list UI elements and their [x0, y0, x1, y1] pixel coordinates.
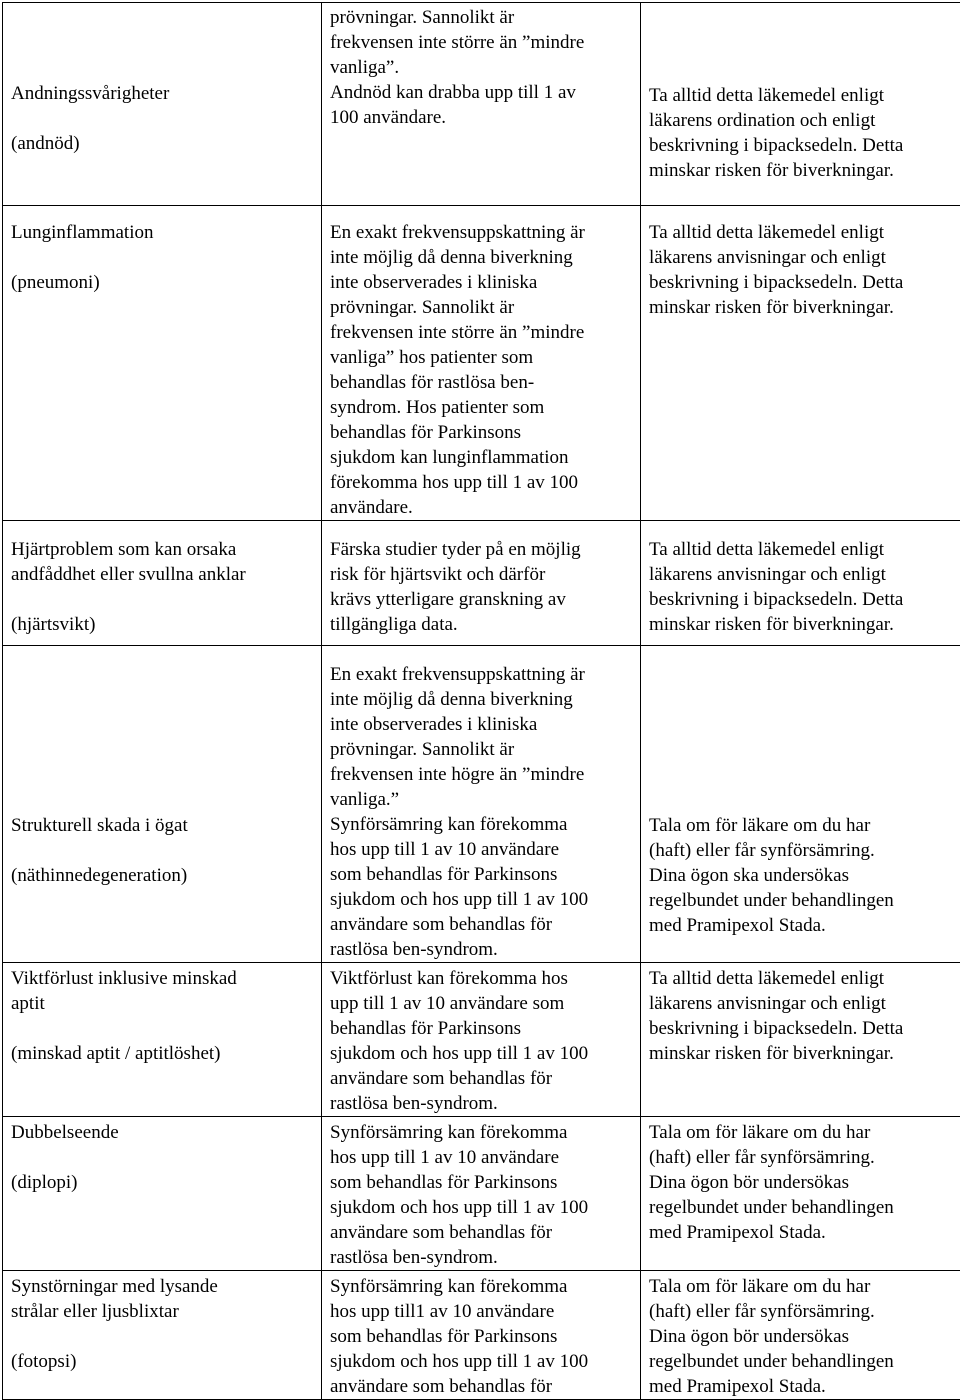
condition-cell	[3, 3, 322, 206]
condition-alt-name: (hjärtsvikt)	[11, 612, 313, 637]
condition-cell	[3, 646, 322, 963]
advice-cell	[641, 1117, 960, 1271]
frequency-cell	[322, 521, 641, 646]
advice-cell	[641, 1271, 960, 1400]
frequency-text: prövningar. Sannolikt är frekvensen inte större än ”mindre vanliga”. Andnöd kan drabba upp till 1 av 100 användare.	[330, 3, 632, 130]
condition-name: Strukturell skada i ögat	[11, 813, 313, 838]
table-row	[3, 1271, 960, 1400]
frequency-cell	[322, 1117, 641, 1271]
condition-name: Hjärtproblem som kan orsaka andfåddhet eller svullna anklar	[11, 537, 313, 587]
advice-cell	[641, 646, 960, 963]
table-row	[3, 3, 960, 206]
advice-text: Ta alltid detta läkemedel enligt läkarens ordination och enligt beskrivning i bipacksedeln. Detta minskar risken för biverkningar.	[649, 3, 952, 183]
condition-name: Viktförlust inklusive minskad aptit	[11, 966, 313, 1016]
advice-text: Tala om för läkare om du har (haft) eller får synförsämring. Dina ögon bör undersökas regelbundet under behandlingen med Pramipexol Stada.	[649, 1117, 952, 1245]
condition-cell	[3, 206, 322, 521]
condition-alt-name: (fotopsi)	[11, 1349, 313, 1374]
advice-text: Tala om för läkare om du har (haft) eller får synförsämring. Dina ögon bör undersökas regelbundet under behandlingen med Pramipexol Stada.	[649, 1271, 952, 1399]
condition-alt-name: (näthinnedegeneration)	[11, 863, 313, 888]
condition-alt-name: (pneumoni)	[11, 270, 313, 295]
frequency-text: Färska studier tyder på en möjlig risk för hjärtsvikt och därför krävs ytterligare granskning av tillgängliga data.	[330, 521, 632, 637]
advice-text: Ta alltid detta läkemedel enligt läkarens anvisningar och enligt beskrivning i bipacksedeln. Detta minskar risken för biverkningar.	[649, 521, 952, 637]
condition-cell	[3, 1271, 322, 1400]
table-row	[3, 521, 960, 646]
side-effects-table	[2, 2, 960, 1400]
condition-alt-name: (diplopi)	[11, 1170, 313, 1195]
frequency-cell	[322, 1271, 641, 1400]
condition-cell	[3, 963, 322, 1117]
advice-text: Ta alltid detta läkemedel enligt läkarens anvisningar och enligt beskrivning i bipacksedeln. Detta minskar risken för biverkningar.	[649, 963, 952, 1066]
frequency-cell	[322, 963, 641, 1117]
advice-text: Ta alltid detta läkemedel enligt läkarens anvisningar och enligt beskrivning i bipacksedeln. Detta minskar risken för biverkningar.	[649, 206, 952, 320]
frequency-cell	[322, 3, 641, 206]
table-row	[3, 1117, 960, 1271]
advice-cell	[641, 3, 960, 206]
condition-cell	[3, 521, 322, 646]
advice-text: Tala om för läkare om du har (haft) eller får synförsämring. Dina ögon ska undersökas regelbundet under behandlingen med Pramipexol Stada.	[649, 646, 952, 938]
advice-cell	[641, 963, 960, 1117]
advice-cell	[641, 206, 960, 521]
condition-alt-name: (andnöd)	[11, 131, 313, 156]
frequency-text: Synförsämring kan förekomma hos upp till1 av 10 användare som behandlas för Parkinsons sjukdom och hos upp till 1 av 100 användare som behandlas för	[330, 1271, 632, 1399]
frequency-text: Synförsämring kan förekomma hos upp till 1 av 10 användare som behandlas för Parkinsons sjukdom och hos upp till 1 av 100 användare som behandlas för rastlösa ben-syndrom.	[330, 1117, 632, 1270]
frequency-text: En exakt frekvensuppskattning är inte möjlig då denna biverkning inte observerades i kliniska prövningar. Sannolikt är frekvensen inte större än ”mindre vanliga” hos patienter som behandlas för rastlösa ben- syndrom. Hos patienter som behandlas för Parkinsons sjukdom kan lunginflammation förekomma hos upp till 1 av 100 användare.	[330, 206, 632, 520]
frequency-text: Viktförlust kan förekomma hos upp till 1 av 10 användare som behandlas för Parkinsons sjukdom och hos upp till 1 av 100 användare som behandlas för rastlösa ben-syndrom.	[330, 963, 632, 1116]
condition-name: Lunginflammation	[11, 220, 313, 245]
table-row	[3, 206, 960, 521]
frequency-intro-text: En exakt frekvensuppskattning är inte möjlig då denna biverkning inte observerades i kliniska prövningar. Sannolikt är frekvensen inte högre än ”mindre vanliga.”	[330, 646, 632, 812]
condition-name: Synstörningar med lysande strålar eller ljusblixtar	[11, 1274, 313, 1324]
table-row	[3, 646, 960, 963]
frequency-text: Synförsämring kan förekomma hos upp till 1 av 10 användare som behandlas för Parkinsons sjukdom och hos upp till 1 av 100 användare som behandlas för rastlösa ben-syndrom.	[330, 812, 632, 962]
advice-cell	[641, 521, 960, 646]
frequency-cell	[322, 206, 641, 521]
table-row	[3, 963, 960, 1117]
condition-name: Andningssvårigheter	[11, 81, 313, 106]
condition-alt-name: (minskad aptit / aptitlöshet)	[11, 1041, 313, 1066]
condition-cell	[3, 1117, 322, 1271]
frequency-cell	[322, 646, 641, 963]
condition-name: Dubbelseende	[11, 1120, 313, 1145]
